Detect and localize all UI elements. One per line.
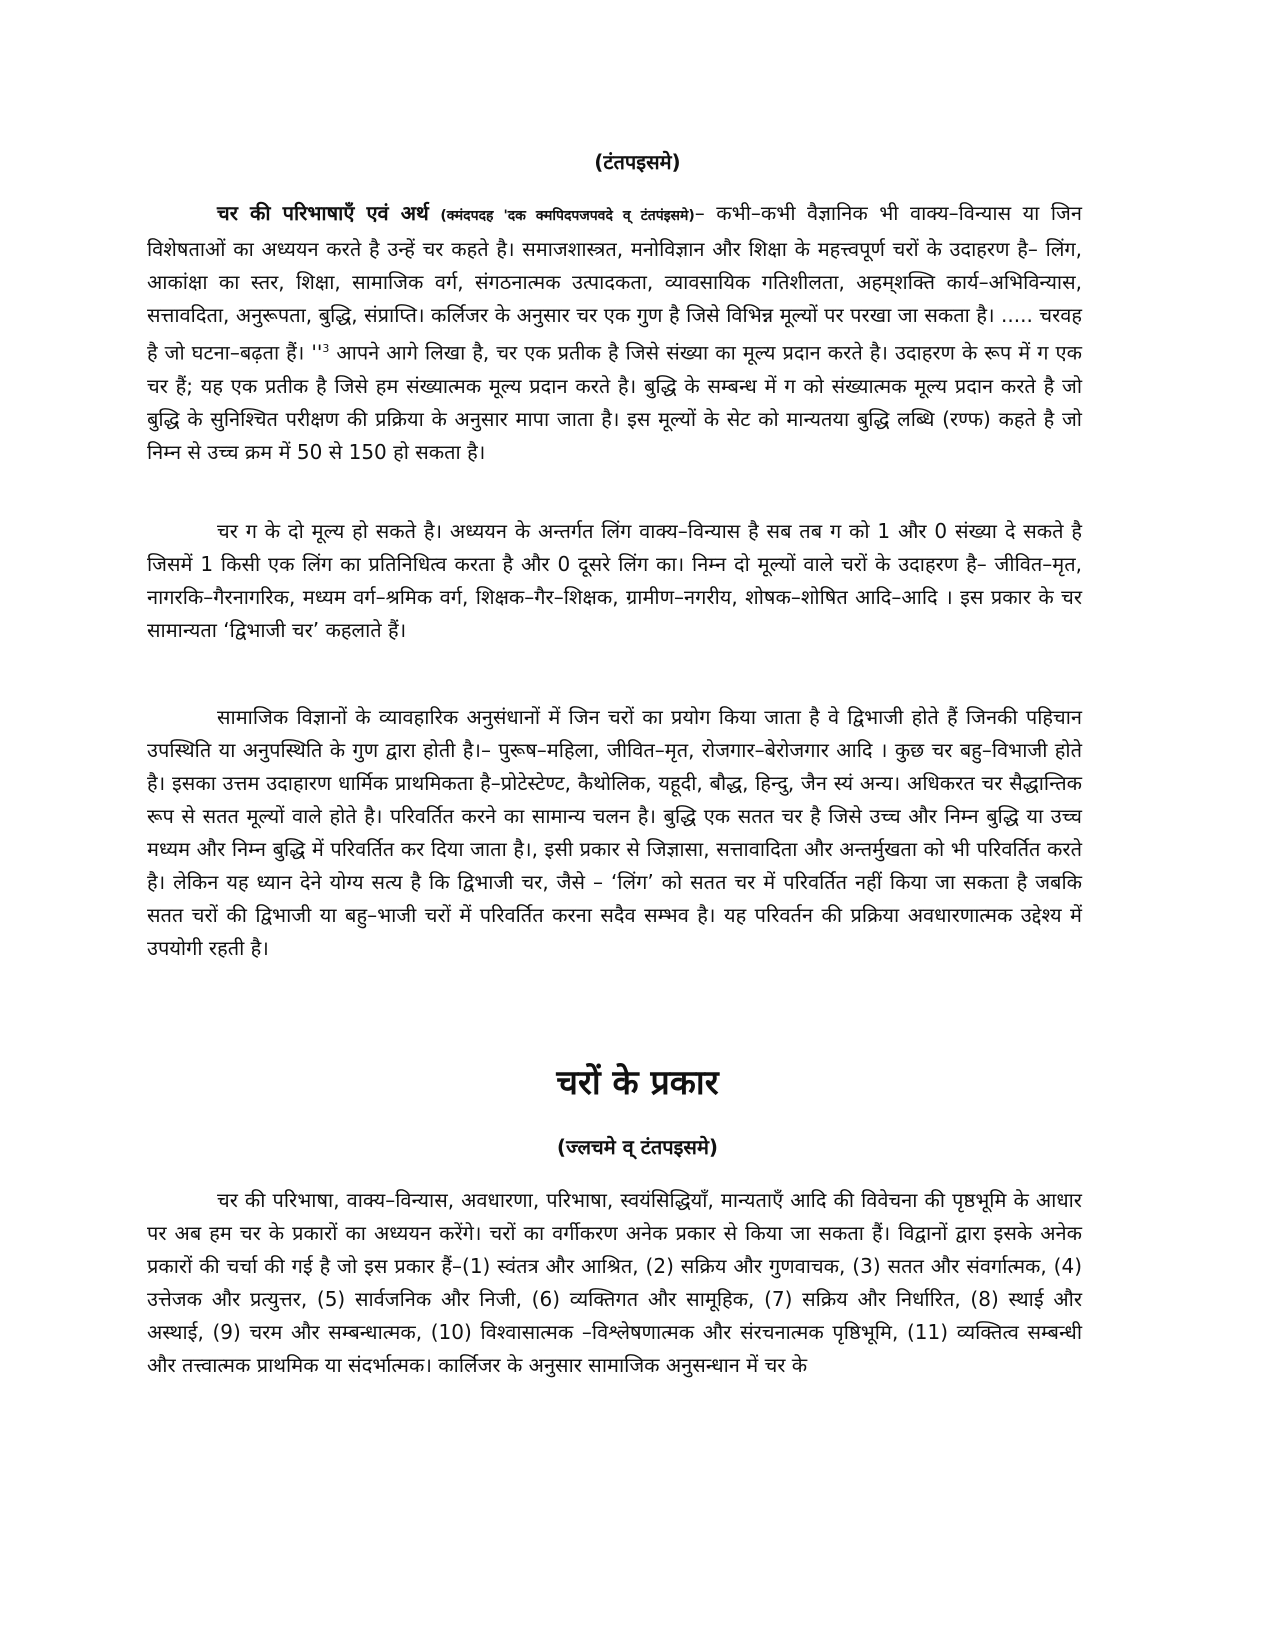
types-paragraph: चर की परिभाषा, वाक्य–विन्यास, अवधारणा, परिभाषा, स्वयंसिद्धियाँ, मान्यताएँ आदि की विवेचना की पृष्ठभूमि के आधार पर अब हम चर के प्रकारों का अध्ययन करेंगे। चरों का वर्गीकरण अनेक प्रकार से किया जा सकता हैं। विद्वानों द्वारा इसके अनेक प्रकारों की चर्चा की गई है जो इस प्रकार हैं–(1) स्वंतत्र और आश्रित, (2) सक्रिय और गुणवाचक, (3) सतत और संवर्गात्मक, (4) उत्तेजक और प्रत्युत्तर, (5) सार्वजनिक और निजी, (6) व्यक्तिगत और सामूहिक, (7) सक्रिय और निर्धारित, (8) स्थाई और अस्थाई, (9) चरम और सम्बन्धात्मक, (10) विश्वासात्मक –विश्लेषणात्मक और संरचनात्मक पृष्ठिभूमि, (11) व्यक्तित्व सम्बन्धी और तत्त्वात्मक प्राथमिक या संदर्भात्मक। कार्लिजर के अनुसार सामाजिक अनुसन्धान में चर के	[147, 1188, 1082, 1377]
definition-text: – कभी–कभी वैज्ञानिक भी वाक्य–विन्यास या जिन विशेषताओं का अध्ययन करते है उन्हें चर कहते है। समाजशास्त्रत, मनोविज्ञान और शिक्षा के महत्त्वपूर्ण चरों के उदाहरण है– लिंग, आकांक्षा का स्तर, शिक्षा, सामाजिक वर्ग, संगठनात्मक उत्पादकता, व्यावसायिक गतिशीलता, अहम्‌शक्ति कार्य–अभिविन्यास, सत्तावदिता, अनुरूपता, बुद्धि, संप्राप्ति। कर्लिजर के अनुसार चर एक गुण है जिसे विभिन्न मूल्यों पर परखा जा सकता है। ..... चरवह है जो घटना–बढ़ता हैं। ''	[147, 201, 1082, 365]
definition-text-2: आपने आगे लिखा है, चर एक प्रतीक है जिसे संख्या का मूल्य प्रदान करते है। उदाहरण के रूप में ग एक चर हैं; यह एक प्रतीक है जिसे हम संख्यात्मक मूल्य प्रदान करते है। बुद्धि के सम्बन्ध में ग को संख्यात्मक मूल्य प्रदान करते है जो बुद्धि के सुनिश्चित परीक्षण की प्रक्रिया के अनुसार मापा जाता है। इस मूल्यों के सेट को मान्यतया बुद्धि लब्धि (रण्फ) कहते है जो निम्न से उच्च क्रम में 50 से 150 हो सकता है।	[147, 340, 1082, 464]
section1-english-label: (टंतपइसमे)	[594, 150, 681, 174]
footnote-ref: 3	[322, 342, 330, 355]
types-heading: चरों के प्रकार	[556, 1063, 719, 1103]
section2-english-label: (ज्लचमे व् टंतपइसमे)	[556, 1135, 719, 1159]
values-paragraph: चर ग के दो मूल्य हो सकते है। अध्ययन के अन्तर्गत लिंग वाक्य–विन्यास है सब तब ग को 1 और 0 संख्या दे सकते है जिसमें 1 किसी एक लिंग का प्रतिनिधित्व करता है और 0 दूसरे लिंग का। निम्न दो मूल्यों वाले चरों के उदाहरण है– जीवित–मृत, नागरकि–गैरनागरिक, मध्यम वर्ग–श्रमिक वर्ग, शिक्षक–गैर–शिक्षक, ग्रामीण–नगरीय, शोषक–शोषित आदि–आदि । इस प्रकार के चर सामान्यता ‘द्विभाजी चर’ कहलाते हैं।	[147, 519, 1082, 642]
definition-heading-english: (क्मंदपदह 'दक क्मपिदपजपवदे व् टंतपंइसमे)	[440, 208, 695, 224]
dichotomous-paragraph: सामाजिक विज्ञानों के व्यावहारिक अनुसंधानों में जिन चरों का प्रयोग किया जाता है वे द्विभाजी होते हैं जिनकी पहिचान उपस्थिति या अनुपस्थिति के गुण द्वारा होती है।– पुरूष–महिला, जीवित–मृत, रोजगार–बेरोजगार आदि । कुछ चर बहु–विभाजी होते है। इसका उत्तम उदाहारण धार्मिक प्राथमिकता है–प्रोटेस्टेण्ट, कैथोलिक, यहूदी, बौद्ध, हिन्दु, जैन स्यं अन्य। अधिकरत चर सैद्धान्तिक रूप से सतत मूल्यों वाले होते है। परिवर्तित करने का सामान्य चलन है। बुद्धि एक सतत चर है जिसे उच्च और निम्न बुद्धि या उच्च मध्यम और निम्न बुद्धि में परिवर्तित कर दिया जाता है।, इसी प्रकार से जिज्ञासा, सत्तावादिता और अन्तर्मुखता को भी परिवर्तित करते है। लेकिन यह ध्यान देने योग्य सत्य है कि द्विभाजी चर, जैसे – ‘लिंग’ को सतत चर में परिवर्तित नहीं किया जा सकता है जबकि सतत चरों की द्विभाजी या बहु–भाजी चरों में परिवर्तित करना सदैव सम्भव है। यह परिवर्तन की प्रक्रिया अवधारणात्मक उद्देश्य में उपयोगी रहती है।	[147, 705, 1082, 960]
definition-paragraph	[147, 197, 1082, 469]
definition-heading: चर की परिभाषाएँ एवं अर्थ	[217, 201, 429, 225]
